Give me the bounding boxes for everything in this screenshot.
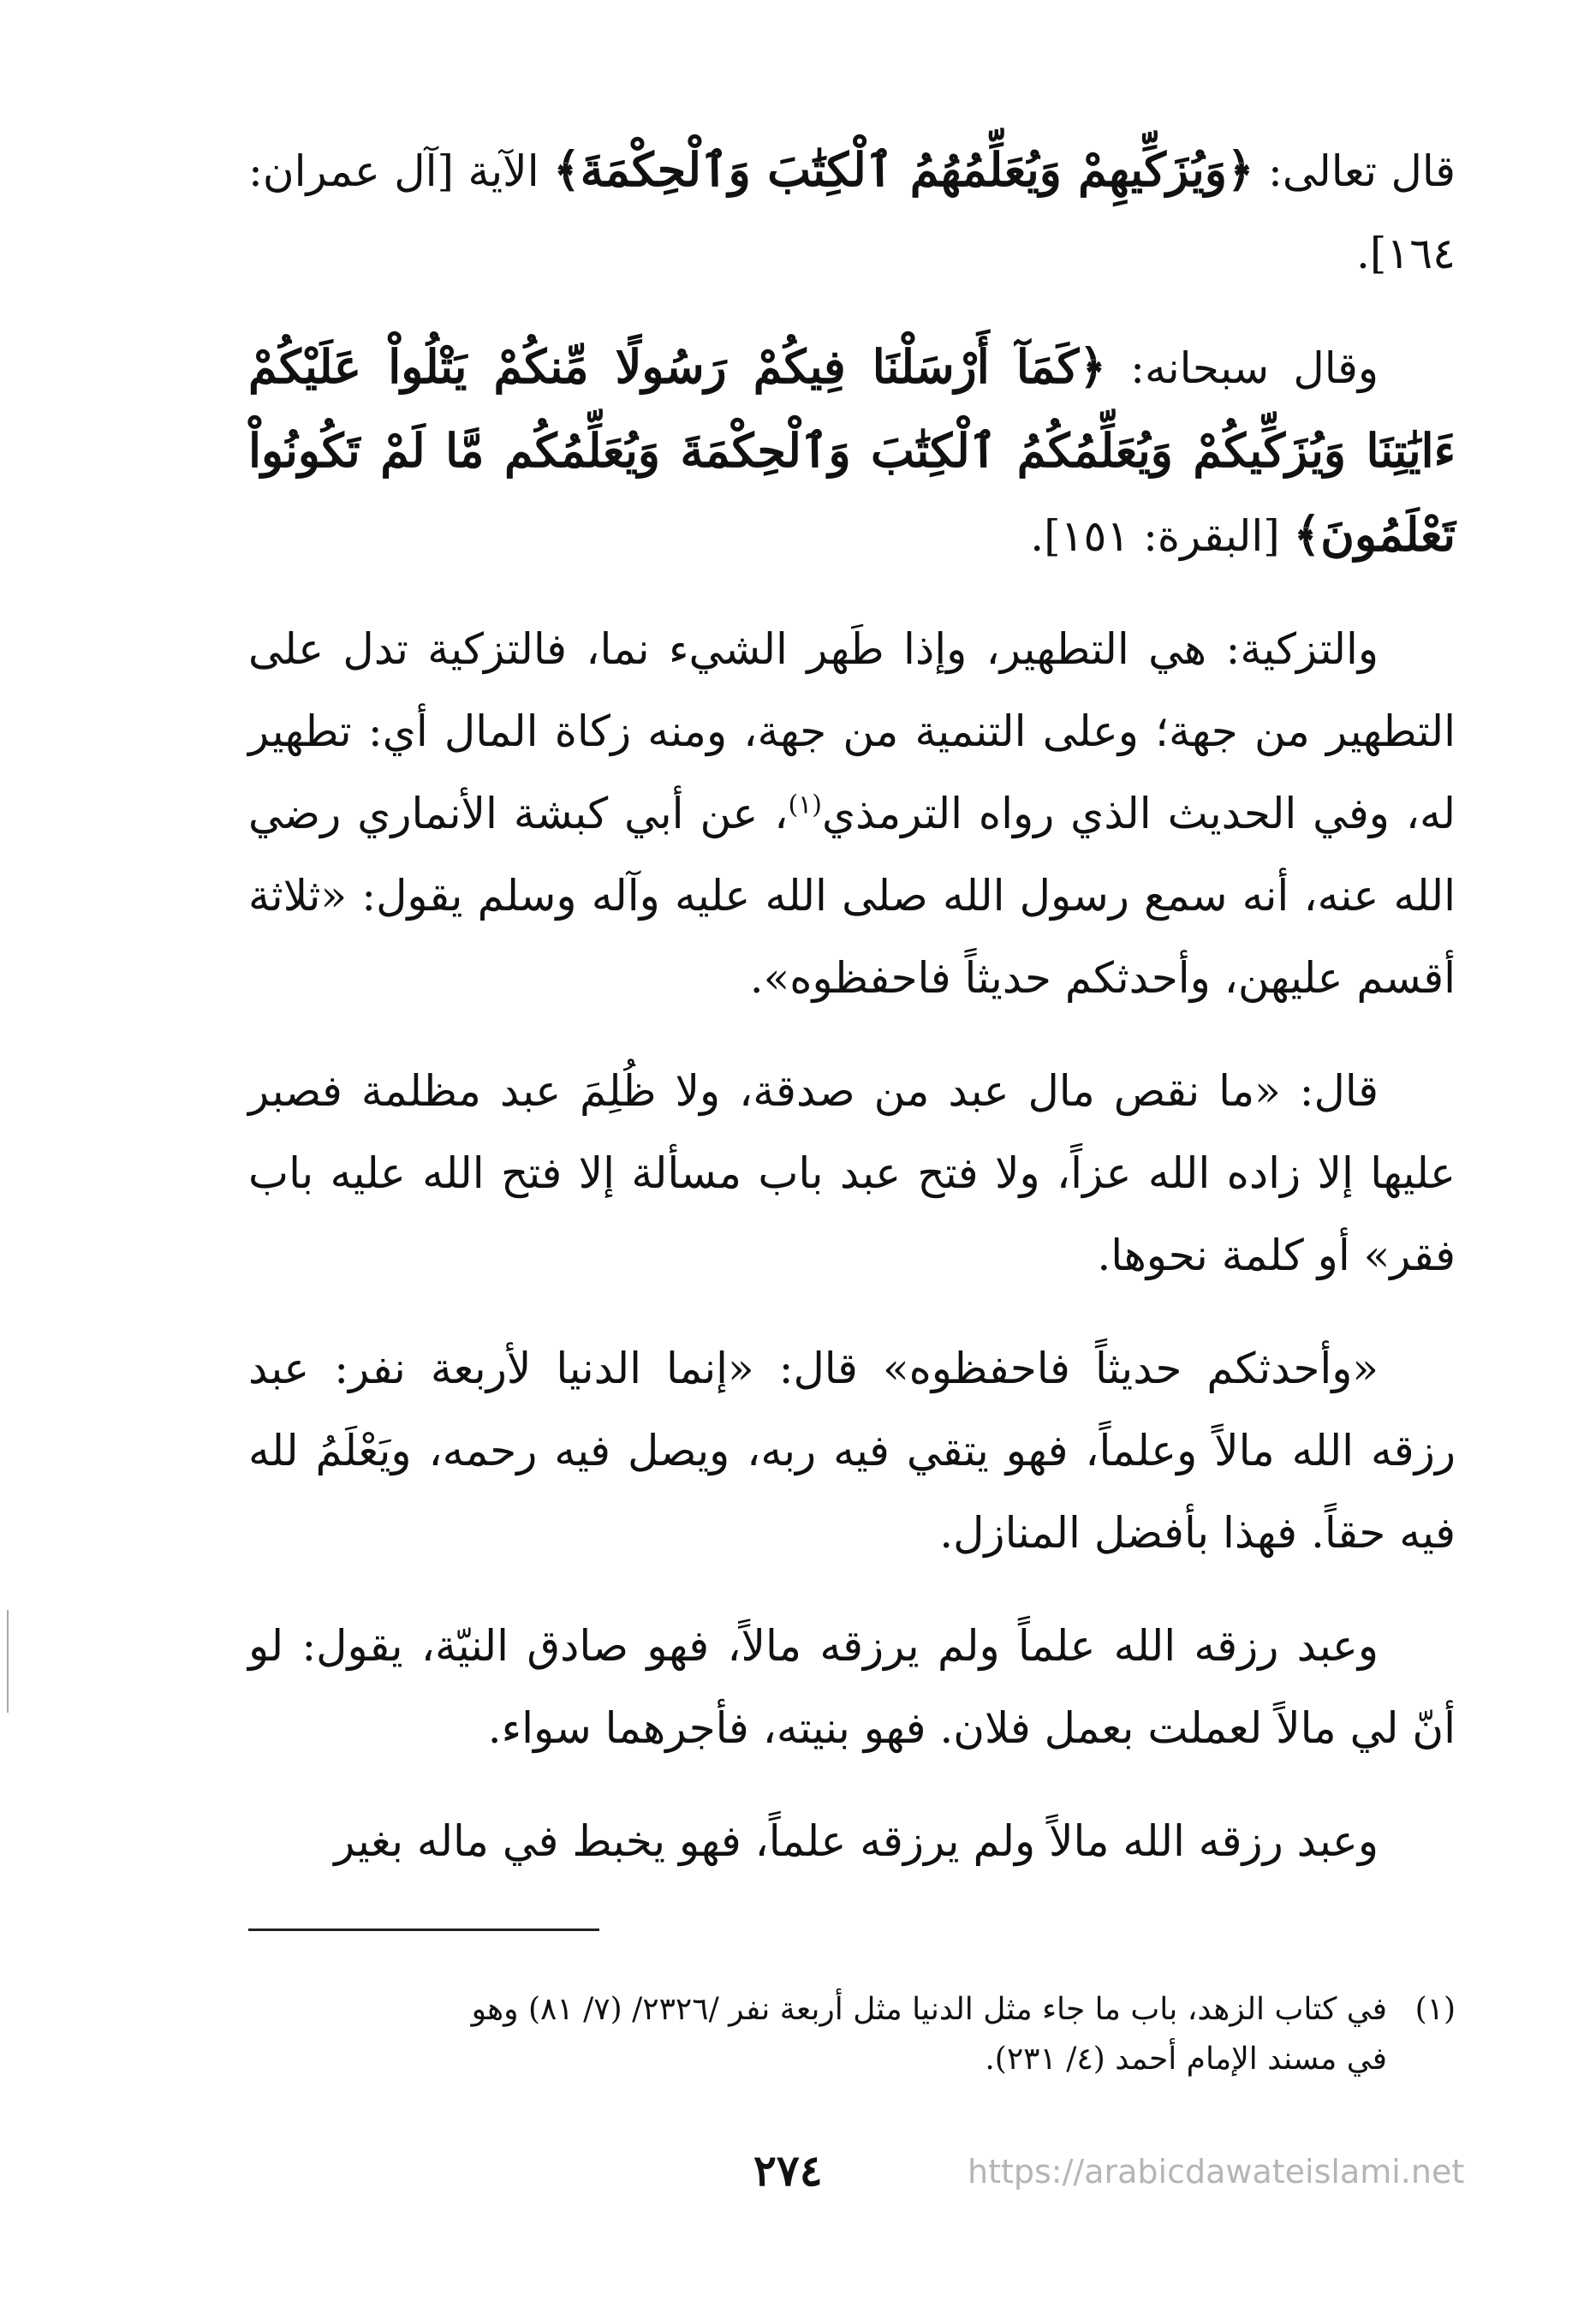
- paragraph-tazkiya: [248, 608, 1456, 1019]
- scan-page-edge: [7, 1610, 9, 1713]
- page-number: ٢٧٤: [753, 2145, 823, 2196]
- quran-verse: ﴿وَيُزَكِّيهِمْ وَيُعَلِّمُهُمُ ٱلْكِتَٰبَ وَٱلْحِكْمَةَ﴾: [553, 142, 1254, 197]
- main-text: [248, 128, 1456, 1913]
- quran-verse: ﴿كَمَآ أَرْسَلْنَا فِيكُمْ رَسُولًا مِّنكُمْ يَتْلُواْ عَلَيْكُمْ ءَايَٰتِنَا وَيُزَكِّيكُمْ وَيُعَلِّمُكُمُ ٱلْكِتَٰبَ وَٱلْحِكْمَةَ وَيُعَلِّمُكُم مَّا لَمْ تَكُونُواْ تَعْلَمُونَ﴾: [248, 339, 1456, 562]
- paragraph-ayah-2: [248, 325, 1456, 577]
- paragraph-text: ، عن أبي كبشة الأنماري رضي الله عنه، أنه سمع رسول الله صلى الله عليه وآله وسلم يقول: «ثلاثة أقسم عليهن، وأحدثكم حديثاً فاحفظوه».: [248, 789, 1456, 1003]
- paragraph-ayah-1: [248, 128, 1456, 295]
- footnote-line-2: في مسند الإمام أحمد (٤/ ٢٣١).: [985, 2042, 1387, 2077]
- paragraph-text: قال تعالى:: [1254, 146, 1456, 196]
- paragraph-hadith-1: قال: «ما نقص مال عبد من صدقة، ولا ظُلِمَ عبد مظلمة فصبر عليها إلا زاده الله عزاً، ولا فتح عبد باب مسألة إلا فتح الله عليه باب فقر» أو كلمة نحوها.: [248, 1066, 1456, 1280]
- verse-reference: [البقرة: ١٥١].: [1030, 511, 1294, 561]
- paragraph-text: وقال سبحانه:: [1105, 343, 1379, 393]
- verse-reference: الآية [آل عمران: ١٦٤].: [248, 146, 1456, 278]
- footnote-divider: [248, 1928, 599, 1931]
- paragraph-hadith-2: «وأحدثكم حديثاً فاحفظوه» قال: «إنما الدنيا لأربعة نفر: عبد رزقه الله مالاً وعلماً، فهو يتقي فيه ربه، ويصل فيه رحمه، ويَعْلَمُ لله فيه حقاً. فهذا بأفضل المنازل.: [248, 1344, 1456, 1558]
- paragraph-hadith-3: وعبد رزقه الله علماً ولم يرزقه مالاً، فهو صادق النيّة، يقول: لو أنّ لي مالاً لعملت بعمل فلان. فهو بنيته، فأجرهما سواء.: [248, 1621, 1456, 1753]
- footnote-line-1: [248, 1985, 1456, 2035]
- paragraph-text: والتزكية: هي التطهير، وإذا طَهر الشيء نما، فالتزكية تدل على التطهير من جهة؛ وعلى التنمية من جهة، ومنه زكاة المال أي: تطهير له، وفي الحديث الذي رواه الترمذي: [248, 624, 1456, 838]
- watermark-url: https://arabicdawateislami.net: [968, 2153, 1465, 2191]
- footnote-number: (١): [1414, 1992, 1456, 2027]
- footnote-text: في كتاب الزهد، باب ما جاء مثل الدنيا مثل أربعة نفر /٢٣٢٦/ (٧/ ٨١) وهو: [471, 1992, 1387, 2027]
- footnote-marker: (١): [788, 790, 822, 820]
- footnotes: [248, 1985, 1456, 2084]
- paragraph-hadith-4: وعبد رزقه الله مالاً ولم يرزقه علماً، فهو يخبط في ماله بغير: [334, 1816, 1379, 1866]
